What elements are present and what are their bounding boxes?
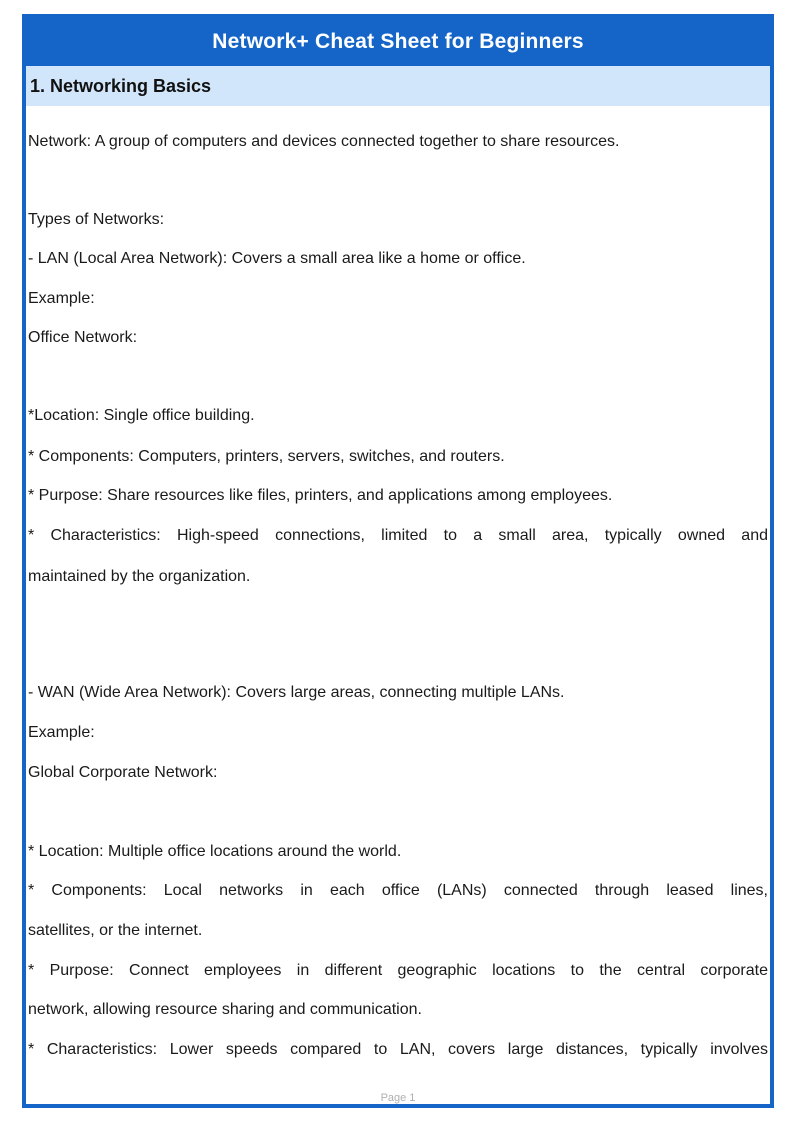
lan-components: * Components: Computers, printers, servers, switches, and routers. (28, 448, 505, 465)
wan-components-line-1: * Components: Local networks in each office (LANs) connected through leased lines, (28, 882, 768, 899)
document-title: Network+ Cheat Sheet for Beginners (26, 18, 770, 66)
lan-location: *Location: Single office building. (28, 407, 255, 424)
page-number: Page 1 (380, 1092, 416, 1104)
lan-characteristics-line-2: maintained by the organization. (28, 568, 251, 585)
wan-location: * Location: Multiple office locations around the world. (28, 843, 402, 860)
network-definition: Network: A group of computers and devices connected together to share resources. (28, 133, 620, 150)
wan-example-label: Example: (28, 724, 95, 741)
wan-purpose-line-1: * Purpose: Connect employees in different geographic locations to the central corporate (28, 962, 768, 979)
wan-intro: - WAN (Wide Area Network): Covers large areas, connecting multiple LANs. (28, 684, 565, 701)
types-heading: Types of Networks: (28, 211, 165, 228)
lan-example-label: Example: (28, 290, 95, 307)
lan-intro: - LAN (Local Area Network): Covers a small area like a home or office. (28, 250, 526, 267)
lan-purpose: * Purpose: Share resources like files, printers, and applications among employees. (28, 487, 613, 504)
cheat-sheet-frame (22, 14, 774, 1108)
lan-characteristics-line-1: * Characteristics: High-speed connections, limited to a small area, typically owned and (28, 527, 768, 544)
wan-purpose-line-2: network, allowing resource sharing and communication. (28, 1001, 422, 1018)
lan-example-name: Office Network: (28, 329, 138, 346)
section-heading: 1. Networking Basics (26, 66, 770, 106)
wan-example-name: Global Corporate Network: (28, 764, 218, 781)
wan-components-line-2: satellites, or the internet. (28, 922, 203, 939)
wan-characteristics-line-1: * Characteristics: Lower speeds compared to LAN, covers large distances, typically involves (28, 1041, 768, 1058)
